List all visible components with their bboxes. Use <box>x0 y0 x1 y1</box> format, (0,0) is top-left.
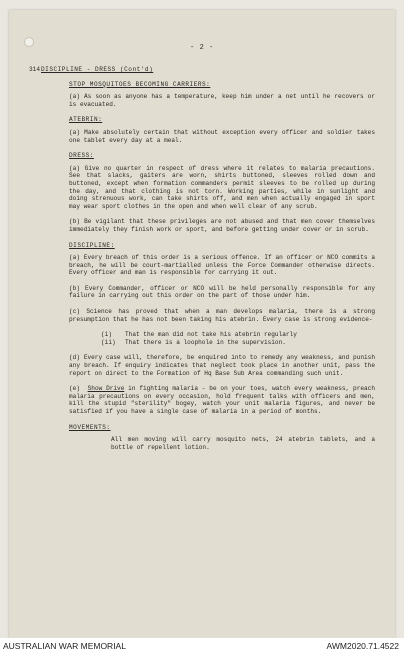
list-item-text: That there is a loophole in the supervision. <box>125 338 286 346</box>
archive-footer <box>0 638 404 653</box>
section-title-text: DISCIPLINE - DRESS (Cont'd) <box>41 66 154 73</box>
section-number: 314. <box>29 66 44 73</box>
paragraph: (c) Science has proved that when a man develops malaria, there is a strong presumption that he has not been taking his atebrin. Every case is strong evidence- <box>69 308 375 323</box>
underlined-phrase: Show Drive <box>87 385 125 393</box>
paragraph-rest: in fighting malaria - be on your toes, watch every weakness, preach malaria precautions on every occasion, hold frequent talks with officers and men, kill the stupid "sterility" bogey, watch your unit malaria figures, and never be satisfied if you have a single case of malaria in a period of months. <box>69 385 375 415</box>
heading-discipline: DISCIPLINE: <box>69 241 115 249</box>
paragraph <box>69 385 375 415</box>
list-item <box>101 331 375 339</box>
section-title <box>29 66 375 74</box>
paragraph: All men moving will carry mosquito nets, 24 atebrin tablets, and a bottle of repellent lotion. <box>111 436 375 451</box>
list-item-key: (i) <box>101 331 112 339</box>
footer-institution: AUSTRALIAN WAR MEMORIAL <box>3 641 126 651</box>
list-item <box>101 339 375 347</box>
footer-accession-number: AWM2020.71.4522 <box>326 641 399 651</box>
paragraph: (a) Every breach of this order is a serious offence. If an officer or NCO commits a breach, he will be court-martialled unless the Force Commander otherwise directs. Every officer and man is responsible for carrying it out. <box>69 254 375 277</box>
document-page <box>9 10 395 638</box>
paragraph-prefix: (e) <box>69 385 88 393</box>
heading-movements: MOVEMENTS: <box>69 423 111 431</box>
heading-atebrin: ATEBRIN: <box>69 116 103 124</box>
heading-stop-mosquitoes: STOP MOSQUITOES BECOMING CARRIERS: <box>69 80 211 88</box>
list-item-key: (ii) <box>101 338 116 346</box>
paragraph: (b) Be vigilant that these privileges are not abused and that men cover themselves immediately they finish work or sport, and before getting under cover or in scrub. <box>69 218 375 233</box>
paragraph: (d) Every case will, therefore, be enquired into to remedy any weakness, and punish any breach. If enquiry indicates that neglect took place in another unit, pass the report on direct to the Formation of Hq Base Sub Area commanding such unit. <box>69 354 375 377</box>
page-number: - 2 - <box>189 44 214 52</box>
heading-dress: DRESS: <box>69 152 94 160</box>
paragraph: (a) Give no quarter in respect of dress where it relates to malaria precautions. See that slacks, gaiters are worn, shirts buttoned, sleeves rolled down and buttoned, except when formation commanders permit sleeves to be rolled up during the day, and that clothing is not torn. Working parties, while in sunlight and doing strenuous work, can take shirts off, and men when actually engaged in sport may wear sport clothes in the open and when well clear of any scrub. <box>69 164 375 210</box>
paragraph: (a) Make absolutely certain that without exception every officer and soldier takes one tablet every day at a meal. <box>69 128 375 144</box>
document-body <box>29 60 375 459</box>
paragraph: (b) Every Commander, officer or NCO will be held personally responsible for any failure in carrying out this order on the part of those under him. <box>69 284 375 300</box>
evidence-list <box>101 331 375 346</box>
paragraph: (a) As soon as anyone has a temperature, keep him under a net until he recovers or is evacuated. <box>69 93 375 108</box>
list-item-text: That the man did not take his atebrin regularly <box>125 331 297 339</box>
